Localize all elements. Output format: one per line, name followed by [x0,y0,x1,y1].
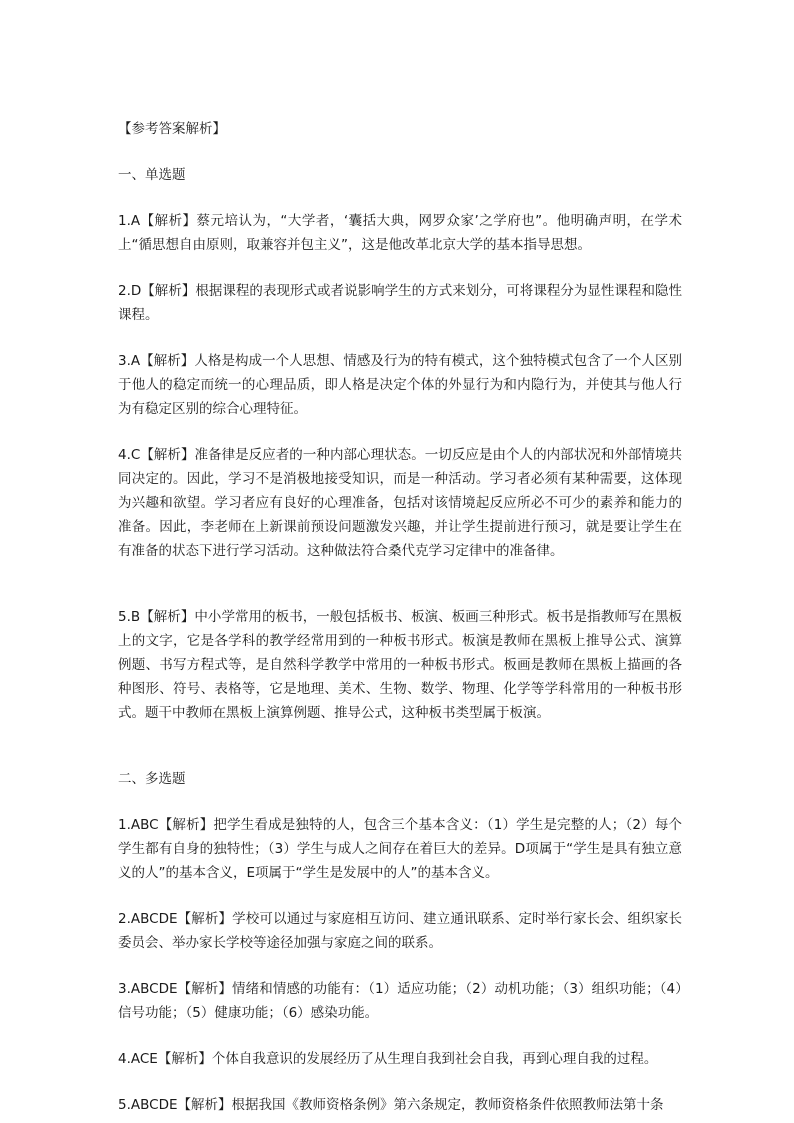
answer-paragraph: 1.ABC【解析】把学生看成是独特的人，包含三个基本含义：（1）学生是完整的人；（2）每个学生都有自身的独特性；（3）学生与成人之间存在着巨大的差异。D项属于“学生是具有独立意义的人”的基本含义，E项属于“学生是发展中的人”的基本含义。 [118,817,682,881]
answer-paragraph: 1.A【解析】蔡元培认为，“大学者，‘囊括大典，网罗众家’之学府也”。他明确声明，在学术上“循思想自由原则，取兼容并包主义”，这是他改革北京大学的基本指导思想。 [118,213,682,253]
section-heading-multiple-choice: 二、多选题 [118,771,186,787]
document-title: 【参考答案解析】 [118,121,226,137]
section-heading-single-choice: 一、单选题 [118,167,186,183]
answer-paragraph: 3.A【解析】人格是构成一个人思想、情感及行为的特有模式，这个独特模式包含了一个人区别于他人的稳定而统一的心理品质，即人格是决定个体的外显行为和内隐行为，并使其与他人行为有稳定区别的综合心理特征。 [118,353,682,417]
answer-paragraph: 5.B【解析】中小学常用的板书，一般包括板书、板演、板画三种形式。板书是指教师写在黑板上的文字，它是各学科的教学经常用到的一种板书形式。板演是教师在黑板上推导公式、演算例题、书写方程式等，是自然科学教学中常用的一种板书形式。板画是教师在黑板上描画的各种图形、符号、表格等，它是地理、美术、生物、数学、物理、化学等学科常用的一种板书形式。题干中教师在黑板上演算例题、推导公式，这种板书类型属于板演。 [118,609,682,721]
answer-paragraph: 2.ABCDE【解析】学校可以通过与家庭相互访问、建立通讯联系、定时举行家长会、组织家长委员会、举办家长学校等途径加强与家庭之间的联系。 [118,911,682,951]
answer-paragraph: 3.ABCDE【解析】情绪和情感的功能有：（1）适应功能；（2）动机功能；（3）组织功能；（4）信号功能；（5）健康功能；（6）感染功能。 [118,981,682,1021]
answer-paragraph: 4.C【解析】准备律是反应者的一种内部心理状态。一切反应是由个人的内部状况和外部情境共同决定的。因此，学习不是消极地接受知识，而是一种活动。学习者必须有某种需要，这体现为兴趣和欲望。学习者应有良好的心理准备，包括对该情境起反应所必不可少的素养和能力的准备。因此，李老师在上新课前预设问题激发兴趣，并让学生提前进行预习，就是要让学生在有准备的状态下进行学习活动。这种做法符合桑代克学习定律中的准备律。 [118,447,682,559]
answer-analysis-content [118,117,682,1117]
answer-paragraph: 5.ABCDE【解析】根据我国《教师资格条例》第六条规定，教师资格条件依照教师法第十条 [118,1097,664,1113]
answer-paragraph: 4.ACE【解析】个体自我意识的发展经历了从生理自我到社会自我，再到心理自我的过程。 [118,1051,658,1067]
answer-paragraph: 2.D【解析】根据课程的表现形式或者说影响学生的方式来划分，可将课程分为显性课程和隐性课程。 [118,283,682,323]
